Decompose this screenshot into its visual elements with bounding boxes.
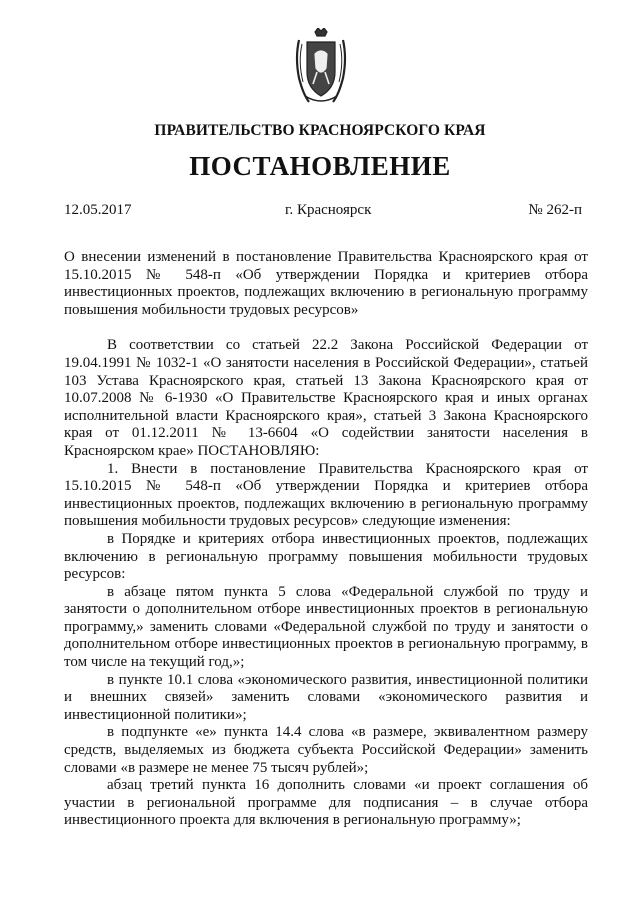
government-name: ПРАВИТЕЛЬСТВО КРАСНОЯРСКОГО КРАЯ xyxy=(154,122,486,139)
body-paragraph: в абзаце пятом пункта 5 слова «Федеральной службой по труду и занятости о дополнительном отборе инвестиционных проектов в региональную программу,» заменить словами «Федеральной службой по труду и занятости о дополнительном отборе инвестиционных проектов в региональную программу, в том числе на текущий год,»; xyxy=(64,583,588,671)
document-date: 12.05.2017 xyxy=(64,202,132,218)
body-paragraph: в подпункте «е» пункта 14.4 слова «в размере, эквивалентном размеру средств, выделяемых из бюджета субъекта Российской Федерации» заменить словами «в размере не менее 75 тысяч рублей»; xyxy=(64,724,588,776)
document-subject: О внесении изменений в постановление Правительства Красноярского края от 15.10.2015 № 548-п «Об утверждении Порядка и критериев отбора инвестиционных проектов, подлежащих включению в региональную программу повышения мобильности трудовых ресурсов» xyxy=(64,249,588,318)
preamble-paragraph: В соответствии со статьей 22.2 Закона Российской Федерации от 19.04.1991 № 1032-1 «О занятости населения в Российской Федерации», статьей 103 Устава Красноярского края, статьей 13 Закона Красноярского края от 10.07.2008 № 6-1930 «О Правительстве Красноярского края и иных органах исполнительной власти Красноярского края», статьей 3 Закона Красноярского края от 01.12.2011 № 13-6604 «О содействии занятости населения в Красноярском крае» ПОСТАНОВЛЯЮ: xyxy=(64,337,588,459)
body-paragraph: абзац третий пункта 16 дополнить словами «и проект соглашения об участии в региональной программе для подписания – в случае отбора инвестиционного проекта для включения в региональную программу»; xyxy=(64,777,588,829)
document-type-title: ПОСТАНОВЛЕНИЕ xyxy=(189,151,451,181)
document-body xyxy=(64,249,588,830)
body-paragraph: 1. Внести в постановление Правительства Красноярского края от 15.10.2015 № 548-п «Об утверждении Порядка и критериев отбора инвестиционных проектов, подлежащих включению в региональную программу повышения мобильности трудовых ресурсов» следующие изменения: xyxy=(64,460,588,530)
body-paragraph: в пункте 10.1 слова «экономического развития, инвестиционной политики и внешних связей» заменить словами «экономического развития и инвестиционной политики»; xyxy=(64,671,588,723)
body-paragraph: в Порядке и критериях отбора инвестиционных проектов, подлежащих включению в региональную программу повышения мобильности трудовых ресурсов: xyxy=(64,530,588,583)
krasnoyarsk-coat-of-arms-icon xyxy=(293,28,349,106)
document-number: № 262-п xyxy=(528,202,582,218)
document-city: г. Красноярск xyxy=(285,202,372,218)
